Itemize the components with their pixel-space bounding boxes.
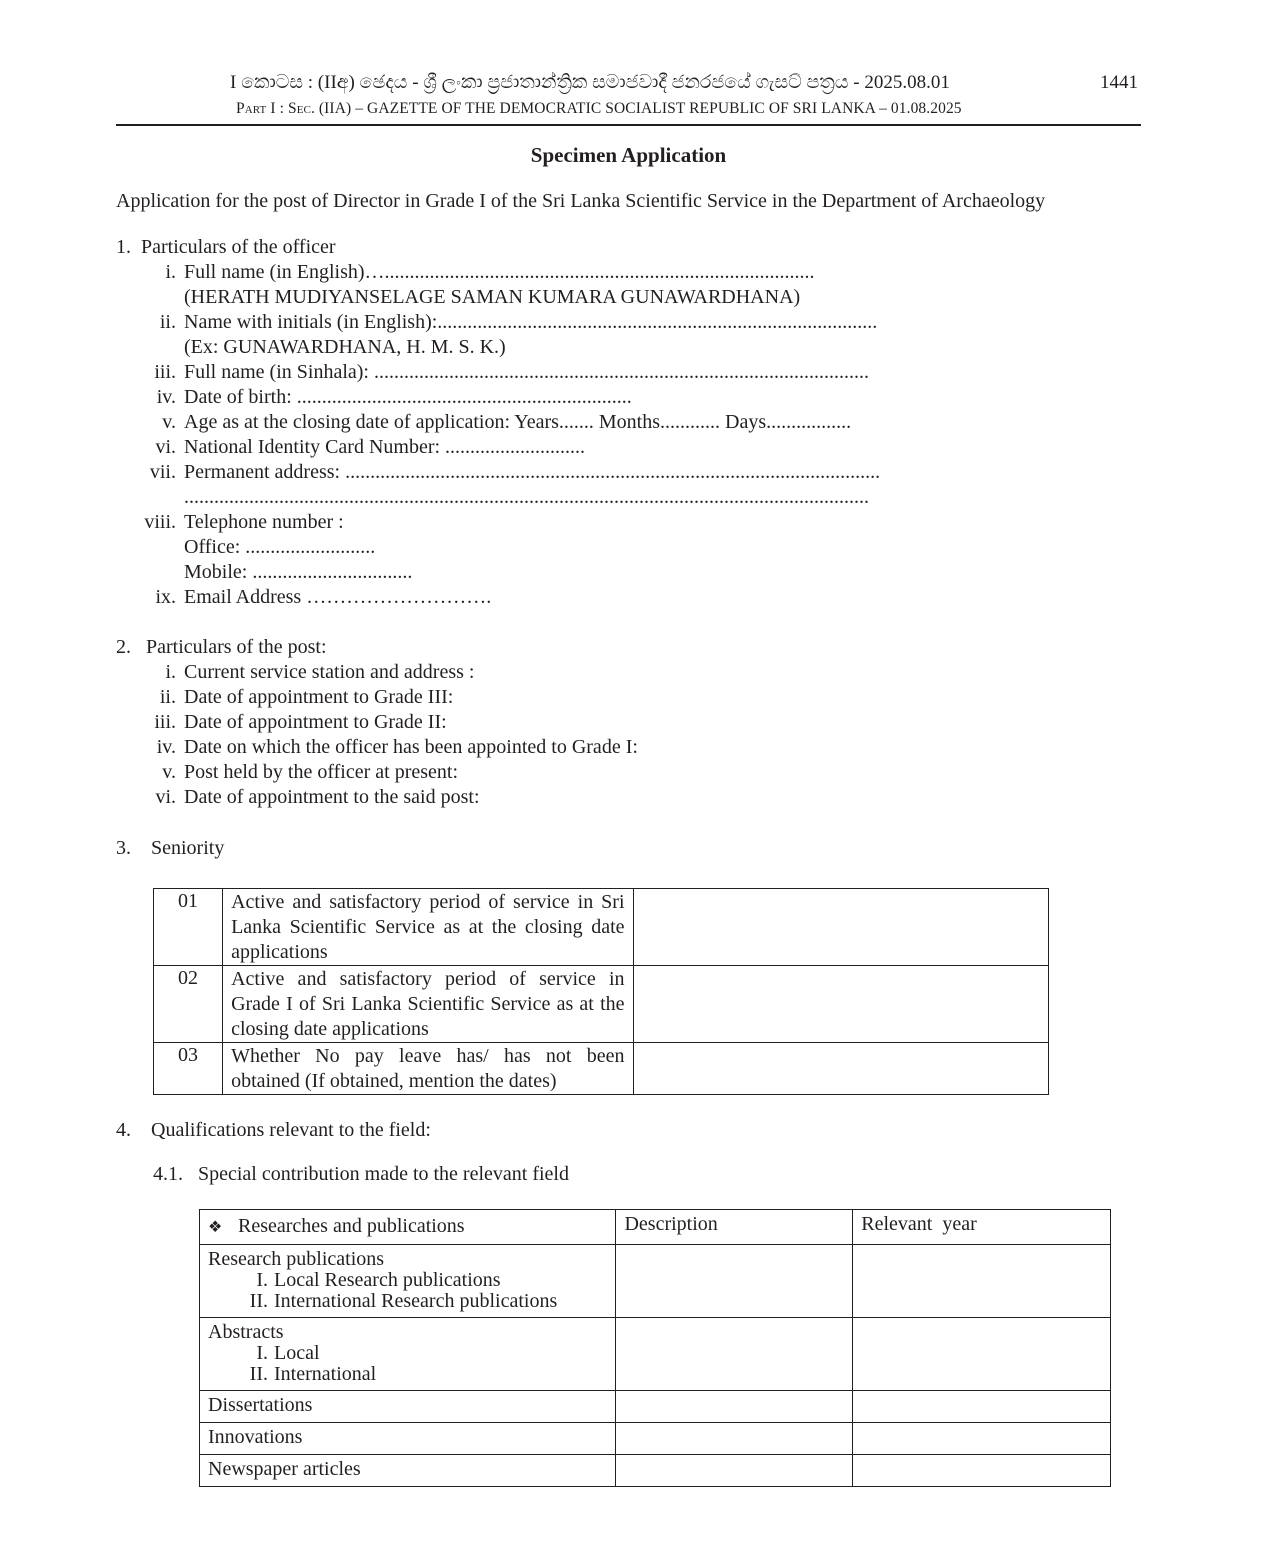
item-number: v. xyxy=(162,411,176,433)
item-number: viii. xyxy=(144,511,176,533)
item-text: Age as at the closing date of application: Years....... Months............ Days................. xyxy=(184,411,852,433)
table-row xyxy=(200,1391,1111,1423)
sub-item-text: Local Research publications xyxy=(274,1269,501,1291)
description-cell[interactable] xyxy=(616,1423,853,1455)
item-text: Date on which the officer has been appointed to Grade I: xyxy=(184,736,638,758)
table-row xyxy=(154,966,1049,1043)
item-text: Date of appointment to Grade III: xyxy=(184,686,454,708)
section-title: Qualifications relevant to the field: xyxy=(151,1119,431,1141)
section4-1-heading xyxy=(153,1162,569,1187)
item-text: Date of appointment to the said post: xyxy=(184,786,480,808)
item-number: iv. xyxy=(156,736,176,758)
list-item xyxy=(0,360,1000,385)
row-category xyxy=(200,1318,616,1391)
section-number: 2. xyxy=(116,636,131,658)
item-text: Office: .......................... xyxy=(184,536,376,558)
sub-item xyxy=(208,1291,607,1312)
item-number: ix. xyxy=(155,586,176,608)
row-number: 02 xyxy=(154,966,223,1043)
sub-item-text: Local xyxy=(274,1342,320,1364)
row-value-cell[interactable] xyxy=(633,966,1048,1043)
sub-item xyxy=(208,1343,607,1364)
description-cell[interactable] xyxy=(616,1245,853,1318)
list-item xyxy=(0,310,1000,335)
subsection-number: 4.1. xyxy=(153,1163,183,1185)
category-label: Research publications xyxy=(208,1248,385,1270)
part-label: Part I : xyxy=(236,100,288,117)
item-text: Full name (in English)…...................................................................................... xyxy=(184,261,815,283)
description-cell[interactable] xyxy=(616,1391,853,1423)
item-number: i. xyxy=(165,661,176,683)
item-text: Permanent address: ........................................................................................................... xyxy=(184,461,881,483)
list-item xyxy=(0,510,1000,535)
row-value-cell[interactable] xyxy=(633,889,1048,966)
item-text: Date of appointment to Grade II: xyxy=(184,711,447,733)
sec-label: Sec. xyxy=(287,100,315,117)
item-number: vi. xyxy=(155,786,176,808)
item-text: (Ex: GUNAWARDHANA, H. M. S. K.) xyxy=(184,336,506,358)
table-row xyxy=(200,1318,1111,1391)
section1-heading xyxy=(116,235,336,260)
item-text: Current service station and address : xyxy=(184,661,475,683)
relevant-year-cell[interactable] xyxy=(853,1391,1111,1423)
list-item xyxy=(0,385,1000,410)
list-item xyxy=(0,485,1000,510)
item-number: i. xyxy=(165,261,176,283)
category-label: Innovations xyxy=(208,1426,303,1448)
item-number: vi. xyxy=(155,436,176,458)
relevant-year-cell[interactable] xyxy=(853,1245,1111,1318)
row-value-cell[interactable] xyxy=(633,1043,1048,1095)
header-researches xyxy=(200,1210,616,1245)
row-category xyxy=(200,1423,616,1455)
relevant-year-cell[interactable] xyxy=(853,1318,1111,1391)
table-header-row xyxy=(200,1210,1111,1245)
sub-item-text: International xyxy=(274,1363,377,1385)
section-number: 1. xyxy=(116,236,131,258)
list-item xyxy=(0,785,1000,810)
section-title: Particulars of the officer xyxy=(141,236,336,258)
list-item xyxy=(0,285,1000,310)
list-item xyxy=(0,460,1000,485)
relevant-year-cell[interactable] xyxy=(853,1423,1111,1455)
list-item xyxy=(0,660,1000,685)
item-number: iii. xyxy=(154,361,176,383)
item-text: Email Address ………………………. xyxy=(184,586,492,608)
header-relevant-year: Relevant year xyxy=(853,1210,1111,1245)
sub-item-number: II. xyxy=(249,1290,268,1312)
list-item xyxy=(0,685,1000,710)
header-rule xyxy=(116,124,1141,126)
row-number: 01 xyxy=(154,889,223,966)
category-label: Dissertations xyxy=(208,1394,313,1416)
list-item xyxy=(0,710,1000,735)
item-number: vii. xyxy=(149,461,176,483)
part-text: Part I xyxy=(236,100,276,117)
category-label: Newspaper articles xyxy=(208,1458,361,1480)
section-title: Seniority xyxy=(151,837,225,859)
gazette-title: (IIA) – GAZETTE OF THE DEMOCRATIC SOCIALIST REPUBLIC OF SRI LANKA – 01.08.2025 xyxy=(318,100,962,117)
list-item xyxy=(0,760,1000,785)
sub-item-number: I. xyxy=(256,1269,268,1291)
sub-item xyxy=(208,1270,607,1291)
sub-item-text: International Research publications xyxy=(274,1290,558,1312)
list-item xyxy=(0,410,1000,435)
subsection-title: Special contribution made to the relevant field xyxy=(198,1163,569,1185)
section-number: 3. xyxy=(116,837,131,859)
section3-heading xyxy=(116,836,224,861)
sub-item xyxy=(208,1364,607,1385)
item-number: iii. xyxy=(154,711,176,733)
page-title: Specimen Application xyxy=(530,143,727,167)
section-title: Particulars of the post: xyxy=(146,636,327,658)
item-text: Full name (in Sinhala): ................................................................................................... xyxy=(184,361,869,383)
item-text: Name with initials (in English):........................................................................................ xyxy=(184,311,878,333)
table-row xyxy=(154,1043,1049,1095)
item-number: v. xyxy=(162,761,176,783)
item-text: National Identity Card Number: ............................ xyxy=(184,436,586,458)
sub-item-number: II. xyxy=(249,1363,268,1385)
row-description: Whether No pay leave has/ has not been obtained (If obtained, mention the dates) xyxy=(223,1043,633,1095)
publications-table xyxy=(199,1209,1111,1487)
diamond-bullet-icon: ❖ xyxy=(208,1219,223,1236)
row-description: Active and satisfactory period of service in Sri Lanka Scientific Service as at the closing date applications xyxy=(223,889,633,966)
item-text: ......................................................................................................................................... xyxy=(184,486,869,508)
section4-heading xyxy=(116,1118,431,1143)
list-item xyxy=(0,435,1000,460)
description-cell[interactable] xyxy=(616,1318,853,1391)
item-text: Date of birth: ................................................................... xyxy=(184,386,632,408)
gazette-header-english xyxy=(236,100,962,118)
seniority-table xyxy=(153,888,1049,1095)
item-text: Telephone number : xyxy=(184,511,344,533)
row-number: 03 xyxy=(154,1043,223,1095)
sub-item-number: I. xyxy=(256,1342,268,1364)
gazette-header-sinhala: I කොටස : (IIඅ) ඡෙදය - ශ්‍රී ලංකා ප්‍රජාතාන්ත්‍රික සමාජවාදී ජනරජයේ ගැසට් පත්‍රය - 2025.08.01 xyxy=(230,72,950,93)
section2-heading xyxy=(116,635,327,660)
row-category xyxy=(200,1245,616,1318)
item-text: Mobile: ................................ xyxy=(184,561,413,583)
application-intro: Application for the post of Director in Grade I of the Sri Lanka Scientific Service in the Department of Archaeology xyxy=(116,190,1046,212)
row-category xyxy=(200,1391,616,1423)
item-text: (HERATH MUDIYANSELAGE SAMAN KUMARA GUNAWARDHANA) xyxy=(184,286,801,308)
description-cell[interactable] xyxy=(616,1455,853,1487)
item-text: Post held by the officer at present: xyxy=(184,761,459,783)
table-row xyxy=(154,889,1049,966)
item-number: ii. xyxy=(159,686,176,708)
list-item xyxy=(0,535,1000,560)
list-item xyxy=(0,260,1000,285)
item-number: iv. xyxy=(156,386,176,408)
item-number: ii. xyxy=(159,311,176,333)
list-item xyxy=(0,585,1000,610)
list-item xyxy=(0,335,1000,360)
section-number: 4. xyxy=(116,1119,131,1141)
category-label: Abstracts xyxy=(208,1321,284,1343)
row-category xyxy=(200,1455,616,1487)
page-number: 1441 xyxy=(1100,72,1138,93)
header-description: Description xyxy=(616,1210,853,1245)
row-description: Active and satisfactory period of service in Grade I of Sri Lanka Scientific Service as at the closing date applications xyxy=(223,966,633,1043)
header-label: Researches and publications xyxy=(238,1215,465,1237)
list-item xyxy=(0,560,1000,585)
table-row xyxy=(200,1455,1111,1487)
table-row xyxy=(200,1423,1111,1455)
table-row xyxy=(200,1245,1111,1318)
relevant-year-cell[interactable] xyxy=(853,1455,1111,1487)
list-item xyxy=(0,735,1000,760)
